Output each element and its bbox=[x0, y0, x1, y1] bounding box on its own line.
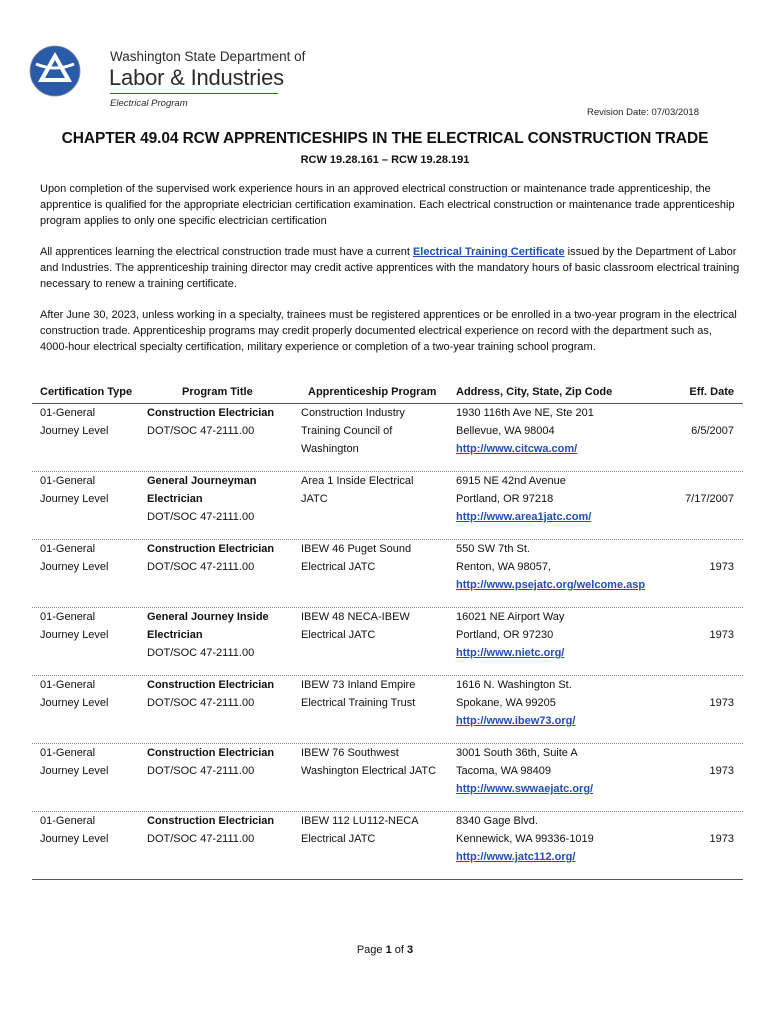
program-title-text: Construction Electrician bbox=[147, 815, 275, 827]
address-text: Renton, WA 98057, bbox=[456, 561, 551, 573]
org-name-line1: Washington State Department of bbox=[110, 49, 306, 64]
program-title-text: General Journey Inside bbox=[147, 611, 269, 623]
soc-code-text: DOT/SOC 47-2111.00 bbox=[147, 647, 255, 659]
apprenticeship-program-cell bbox=[301, 608, 410, 644]
apprenticeship-program-text: Electrical JATC bbox=[301, 833, 376, 845]
cert-type-cell bbox=[40, 812, 109, 848]
address-text: 550 SW 7th St. bbox=[456, 543, 530, 555]
cert-type-text: 01-General bbox=[40, 611, 96, 623]
apprenticeship-program-text: Washington Electrical JATC bbox=[301, 765, 437, 777]
address-cell bbox=[456, 472, 591, 526]
apprenticeship-program-text: IBEW 73 Inland Empire bbox=[301, 679, 416, 691]
eff-date-cell bbox=[710, 694, 734, 712]
address-text: 6915 NE 42nd Avenue bbox=[456, 475, 566, 487]
program-title-cell bbox=[147, 472, 256, 526]
footer-current-page: 1 bbox=[385, 944, 392, 956]
org-name-line2: Labor & Industries bbox=[109, 65, 284, 90]
eff-date-text: 1973 bbox=[709, 629, 734, 641]
address-text: Portland, OR 97218 bbox=[456, 493, 554, 505]
cert-type-text: Journey Level bbox=[40, 697, 109, 709]
eff-date-cell bbox=[710, 626, 734, 644]
program-website-link[interactable]: http://www.jatc112.org/ bbox=[456, 851, 576, 863]
apprenticeship-program-cell bbox=[301, 812, 419, 848]
apprenticeship-program-text: Electrical JATC bbox=[301, 561, 376, 573]
cert-type-cell bbox=[40, 540, 109, 576]
apprenticeship-program-cell bbox=[301, 676, 415, 712]
program-title-cell bbox=[147, 404, 274, 440]
program-website-link[interactable]: http://www.area1jatc.com/ bbox=[456, 511, 592, 523]
address-cell bbox=[456, 608, 564, 662]
table-row bbox=[0, 404, 770, 460]
program-title-text: Construction Electrician bbox=[147, 747, 275, 759]
program-title-text: General Journeyman bbox=[147, 475, 257, 487]
apprenticeship-program-text: Electrical Training Trust bbox=[301, 697, 416, 709]
program-title-text: Construction Electrician bbox=[147, 407, 275, 419]
eff-date-text: 1973 bbox=[709, 697, 734, 709]
header-program-title: Program Title bbox=[182, 386, 253, 398]
address-text: Spokane, WA 99205 bbox=[456, 697, 556, 709]
table-row bbox=[0, 540, 770, 596]
address-text: 3001 South 36th, Suite A bbox=[456, 747, 578, 759]
cert-type-text: 01-General bbox=[40, 747, 96, 759]
cert-type-cell bbox=[40, 608, 109, 644]
program-title-cell bbox=[147, 608, 269, 662]
cert-type-text: 01-General bbox=[40, 407, 96, 419]
table-bottom-rule bbox=[32, 879, 743, 880]
soc-code-text: DOT/SOC 47-2111.00 bbox=[147, 511, 255, 523]
address-text: Portland, OR 97230 bbox=[456, 629, 554, 641]
header-address: Address, City, State, Zip Code bbox=[456, 386, 613, 398]
program-title-cell bbox=[147, 540, 274, 576]
page-subtitle: RCW 19.28.161 – RCW 19.28.191 bbox=[300, 154, 470, 166]
program-website-link[interactable]: http://www.nietc.org/ bbox=[456, 647, 565, 659]
apprenticeship-program-text: Training Council of bbox=[301, 425, 393, 437]
cert-type-text: Journey Level bbox=[40, 493, 109, 505]
apprenticeship-program-cell bbox=[301, 540, 411, 576]
eff-date-text: 1973 bbox=[709, 561, 734, 573]
address-text: 16021 NE Airport Way bbox=[456, 611, 565, 623]
program-title-text: Electrician bbox=[147, 493, 203, 505]
cert-type-text: 01-General bbox=[40, 679, 96, 691]
paragraph-2023-requirement: After June 30, 2023, unless working in a specialty, trainees must be registered apprentices or be enrolled in a two-year program in the electrical construction trade. Apprenticeship programs may credit properly documented electrical experience on record with the department such as, 4000-hour electrical specialty certification, military experience or completion of a two-year training school program. bbox=[40, 309, 737, 353]
eff-date-cell bbox=[691, 422, 734, 440]
footer-middle: of bbox=[391, 944, 408, 956]
soc-code-text: DOT/SOC 47-2111.00 bbox=[147, 561, 255, 573]
revision-date: Revision Date: 07/03/2018 bbox=[587, 107, 699, 118]
address-text: Tacoma, WA 98409 bbox=[456, 765, 551, 777]
address-text: 1930 116th Ave NE, Ste 201 bbox=[456, 407, 594, 419]
apprenticeship-program-text: Electrical JATC bbox=[301, 629, 376, 641]
apprenticeship-program-text: JATC bbox=[301, 493, 328, 505]
apprenticeship-program-text: IBEW 46 Puget Sound bbox=[301, 543, 412, 555]
header-eff-date: Eff. Date bbox=[689, 386, 734, 398]
eff-date-text: 1973 bbox=[709, 765, 734, 777]
table-row bbox=[0, 744, 770, 800]
cert-type-text: Journey Level bbox=[40, 561, 109, 573]
address-text: Kennewick, WA 99336-1019 bbox=[456, 833, 594, 845]
cert-type-cell bbox=[40, 676, 109, 712]
program-website-link[interactable]: http://www.psejatc.org/welcome.asp bbox=[456, 579, 646, 591]
program-website-link[interactable]: http://www.swwaejatc.org/ bbox=[456, 783, 594, 795]
program-title-cell bbox=[147, 744, 274, 780]
paragraph-text: issued by the Department of Labor and Industries. The apprenticeship training director may credit active apprentices with the mandatory hours of basic classroom electrical training necessary to renew a training certificate. bbox=[40, 246, 740, 290]
paragraph-completion: Upon completion of the supervised work experience hours in an approved electrical construction or maintenance trade apprenticeship, the apprentice is qualified for the appropriate electrician certification examination. Each electrical construction or maintenance trade apprenticeship program applies to only one specific electrician certification bbox=[40, 183, 735, 227]
program-website-link[interactable]: http://www.citcwa.com/ bbox=[456, 443, 578, 455]
program-title-cell bbox=[147, 812, 274, 848]
address-cell bbox=[456, 744, 593, 798]
page-title: CHAPTER 49.04 RCW APPRENTICESHIPS IN THE ELECTRICAL CONSTRUCTION TRADE bbox=[61, 130, 709, 147]
logo-divider bbox=[110, 93, 278, 94]
soc-code-text: DOT/SOC 47-2111.00 bbox=[147, 697, 255, 709]
address-cell bbox=[456, 540, 645, 594]
eff-date-text: 6/5/2007 bbox=[691, 425, 734, 437]
cert-type-cell bbox=[40, 472, 109, 508]
footer-prefix: Page bbox=[356, 944, 386, 956]
cert-type-text: 01-General bbox=[40, 543, 96, 555]
table-row bbox=[0, 472, 770, 528]
program-title-text: Electrician bbox=[147, 629, 203, 641]
eff-date-text: 7/17/2007 bbox=[685, 493, 734, 505]
table-row bbox=[0, 608, 770, 664]
program-name: Electrical Program bbox=[110, 98, 188, 109]
soc-code-text: DOT/SOC 47-2111.00 bbox=[147, 765, 255, 777]
apprenticeship-program-text: IBEW 112 LU112-NECA bbox=[301, 815, 419, 827]
eff-date-cell bbox=[710, 558, 734, 576]
paragraph-training-certificate bbox=[40, 244, 740, 292]
cert-type-cell bbox=[40, 404, 109, 440]
footer-total-pages: 3 bbox=[407, 944, 414, 956]
apprenticeship-program-text: Area 1 Inside Electrical bbox=[301, 475, 414, 487]
cert-type-text: 01-General bbox=[40, 475, 96, 487]
program-title-text: Construction Electrician bbox=[147, 543, 275, 555]
cert-type-text: 01-General bbox=[40, 815, 96, 827]
apprenticeship-program-cell bbox=[301, 744, 436, 780]
cert-type-text: Journey Level bbox=[40, 833, 109, 845]
program-title-cell bbox=[147, 676, 274, 712]
cert-type-cell bbox=[40, 744, 109, 780]
eff-date-cell bbox=[710, 762, 734, 780]
apprenticeship-program-cell bbox=[301, 404, 405, 458]
apprenticeship-program-text: IBEW 76 Southwest bbox=[301, 747, 399, 759]
soc-code-text: DOT/SOC 47-2111.00 bbox=[147, 425, 255, 437]
address-cell bbox=[456, 812, 594, 866]
apprenticeship-program-cell bbox=[301, 472, 414, 508]
table-row bbox=[0, 812, 770, 868]
address-cell bbox=[456, 676, 575, 730]
page-footer bbox=[0, 944, 770, 956]
header-apprenticeship-program: Apprenticeship Program bbox=[308, 386, 437, 398]
apprenticeship-program-text: Construction Industry bbox=[301, 407, 405, 419]
lni-logo-icon bbox=[28, 44, 82, 98]
address-text: Bellevue, WA 98004 bbox=[456, 425, 555, 437]
cert-type-text: Journey Level bbox=[40, 629, 109, 641]
table-row bbox=[0, 676, 770, 732]
program-title-text: Construction Electrician bbox=[147, 679, 275, 691]
training-certificate-link[interactable]: Electrical Training Certificate bbox=[412, 246, 565, 258]
eff-date-cell bbox=[710, 830, 734, 848]
paragraph-text: All apprentices learning the electrical construction trade must have a current bbox=[40, 246, 413, 258]
address-cell bbox=[456, 404, 594, 458]
address-text: 1616 N. Washington St. bbox=[456, 679, 572, 691]
cert-type-text: Journey Level bbox=[40, 765, 109, 777]
address-text: 8340 Gage Blvd. bbox=[456, 815, 538, 827]
eff-date-text: 1973 bbox=[709, 833, 734, 845]
program-website-link[interactable]: http://www.ibew73.org/ bbox=[456, 715, 576, 727]
apprenticeship-program-text: Washington bbox=[301, 443, 359, 455]
apprenticeship-program-text: IBEW 48 NECA-IBEW bbox=[301, 611, 410, 623]
soc-code-text: DOT/SOC 47-2111.00 bbox=[147, 833, 255, 845]
agency-logo bbox=[28, 44, 306, 110]
cert-type-text: Journey Level bbox=[40, 425, 109, 437]
eff-date-cell bbox=[685, 490, 734, 508]
header-cert-type: Certification Type bbox=[40, 386, 133, 398]
